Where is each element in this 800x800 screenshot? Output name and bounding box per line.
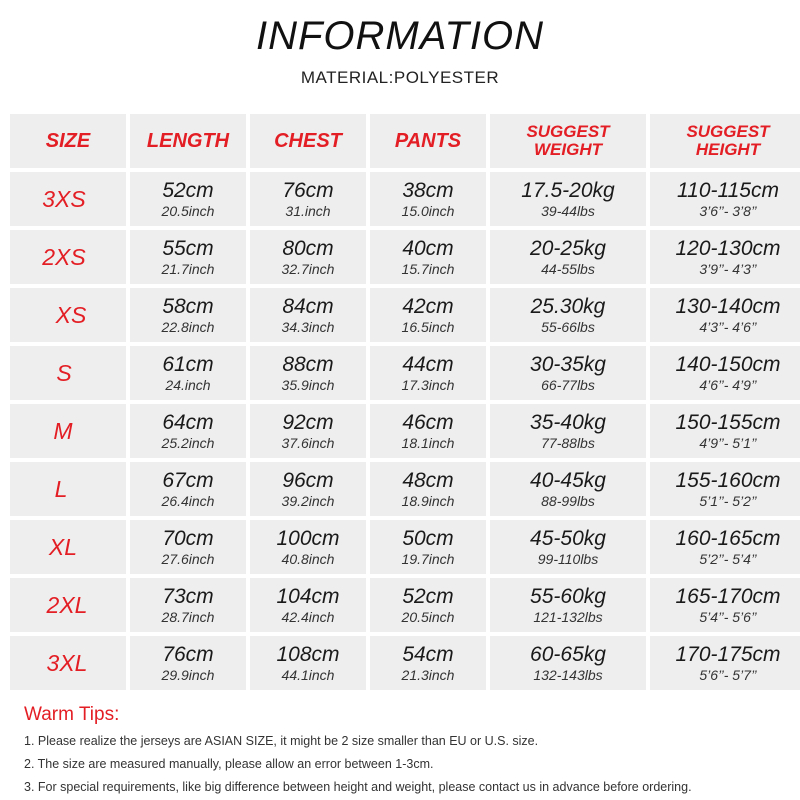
- header-length: [130, 114, 246, 168]
- header-suggest-weight: [490, 114, 646, 168]
- pants-value: 46cm: [402, 411, 454, 434]
- table-cell-length: [130, 636, 246, 690]
- weight-value: 55-60kg: [530, 585, 606, 608]
- table-cell-length: [130, 288, 246, 342]
- pants-value: 52cm: [402, 585, 454, 608]
- table-cell-size: [10, 578, 126, 632]
- table-cell-chest: [250, 288, 366, 342]
- height-sub-value: 3’9’’- 4’3’’: [699, 261, 757, 277]
- length-sub-value: 22.8inch: [161, 319, 215, 335]
- pants-sub-value: 19.7inch: [401, 551, 455, 567]
- weight-value: 30-35kg: [530, 353, 606, 376]
- table-cell-length: [130, 172, 246, 226]
- tip-item: 1. Please realize the jerseys are ASIAN SIZE, it might be 2 size smaller than EU or U.S. size.: [24, 734, 539, 748]
- pants-value: 44cm: [402, 353, 454, 376]
- height-sub-value: 4’6’’- 4’9’’: [699, 377, 757, 393]
- table-cell-pants: [370, 404, 486, 458]
- table-cell-size: [10, 404, 126, 458]
- table-cell-length: [130, 520, 246, 574]
- weight-sub-value: 39-44lbs: [541, 203, 595, 219]
- table-cell-chest: [250, 230, 366, 284]
- table-cell-length: [130, 230, 246, 284]
- header-length-label: LENGTH: [146, 129, 230, 152]
- table-cell-height: [650, 346, 800, 400]
- chest-sub-value: 34.3inch: [281, 319, 335, 335]
- height-value: 150-155cm: [675, 411, 781, 434]
- pants-sub-value: 17.3inch: [401, 377, 455, 393]
- table-cell-height: [650, 520, 800, 574]
- size-label: 3XL: [46, 649, 88, 676]
- chest-sub-value: 44.1inch: [281, 667, 335, 683]
- table-cell-pants: [370, 578, 486, 632]
- tip-item: 2. The size are measured manually, please allow an error between 1-3cm.: [24, 757, 434, 771]
- chest-value: 104cm: [276, 585, 340, 608]
- weight-value: 17.5-20kg: [521, 179, 615, 202]
- length-sub-value: 21.7inch: [161, 261, 215, 277]
- size-chart-table: [10, 114, 790, 690]
- length-sub-value: 29.9inch: [161, 667, 215, 683]
- warm-tips-title: Warm Tips:: [24, 704, 120, 725]
- size-label: XL: [48, 533, 78, 560]
- chest-sub-value: 40.8inch: [281, 551, 335, 567]
- length-value: 67cm: [162, 469, 214, 492]
- length-value: 61cm: [162, 353, 214, 376]
- pants-sub-value: 15.0inch: [401, 203, 455, 219]
- table-cell-height: [650, 404, 800, 458]
- size-label: S: [56, 359, 72, 386]
- weight-sub-value: 55-66lbs: [541, 319, 595, 335]
- pants-sub-value: 16.5inch: [401, 319, 455, 335]
- pants-value: 38cm: [402, 179, 454, 202]
- length-value: 70cm: [162, 527, 214, 550]
- chest-sub-value: 35.9inch: [281, 377, 335, 393]
- pants-value: 42cm: [402, 295, 454, 318]
- length-sub-value: 24.inch: [165, 377, 211, 393]
- height-value: 110-115cm: [677, 179, 779, 202]
- chest-value: 108cm: [276, 643, 340, 666]
- height-sub-value: 5’6’’- 5’7’’: [699, 667, 757, 683]
- pants-sub-value: 21.3inch: [401, 667, 455, 683]
- table-cell-weight: [490, 172, 646, 226]
- table-cell-height: [650, 578, 800, 632]
- table-cell-size: [10, 230, 126, 284]
- material-subtitle: MATERIAL:POLYESTER: [300, 68, 500, 87]
- table-cell-chest: [250, 404, 366, 458]
- weight-sub-value: 44-55lbs: [541, 261, 595, 277]
- weight-sub-value: 132-143lbs: [533, 667, 603, 683]
- height-sub-value: 5’1’’- 5’2’’: [699, 493, 757, 509]
- height-value: 165-170cm: [675, 585, 781, 608]
- chest-sub-value: 37.6inch: [281, 435, 335, 451]
- table-cell-weight: [490, 346, 646, 400]
- table-cell-size: [10, 172, 126, 226]
- table-cell-weight: [490, 288, 646, 342]
- length-value: 52cm: [162, 179, 214, 202]
- table-cell-weight: [490, 462, 646, 516]
- size-label: 3XS: [42, 185, 86, 212]
- weight-sub-value: 66-77lbs: [541, 377, 595, 393]
- chest-value: 84cm: [282, 295, 334, 318]
- length-sub-value: 26.4inch: [161, 493, 215, 509]
- length-sub-value: 27.6inch: [161, 551, 215, 567]
- table-cell-pants: [370, 230, 486, 284]
- table-cell-size: [10, 346, 126, 400]
- table-cell-pants: [370, 346, 486, 400]
- weight-sub-value: 99-110lbs: [537, 551, 599, 567]
- weight-value: 20-25kg: [530, 237, 606, 260]
- table-cell-chest: [250, 346, 366, 400]
- header-suggest-height: [650, 114, 800, 168]
- weight-value: 35-40kg: [530, 411, 606, 434]
- size-label: L: [54, 475, 68, 502]
- table-cell-size: [10, 636, 126, 690]
- table-cell-height: [650, 636, 800, 690]
- table-cell-chest: [250, 578, 366, 632]
- table-cell-weight: [490, 520, 646, 574]
- chest-value: 80cm: [282, 237, 334, 260]
- page-title: INFORMATION: [255, 14, 544, 58]
- header-chest: [250, 114, 366, 168]
- height-sub-value: 3’6’’- 3’8’’: [699, 203, 757, 219]
- table-cell-pants: [370, 288, 486, 342]
- length-value: 73cm: [162, 585, 214, 608]
- table-cell-pants: [370, 520, 486, 574]
- chest-sub-value: 32.7inch: [281, 261, 335, 277]
- size-label: M: [53, 417, 73, 444]
- table-cell-length: [130, 346, 246, 400]
- size-label: 2XL: [46, 591, 88, 618]
- height-value: 130-140cm: [675, 295, 781, 318]
- chest-value: 88cm: [282, 353, 334, 376]
- header-size: [10, 114, 126, 168]
- height-sub-value: 5’4’’- 5’6’’: [699, 609, 757, 625]
- header-pants: [370, 114, 486, 168]
- table-cell-height: [650, 462, 800, 516]
- pants-sub-value: 18.9inch: [401, 493, 455, 509]
- chest-sub-value: 39.2inch: [281, 493, 335, 509]
- table-cell-size: [10, 288, 126, 342]
- length-sub-value: 20.5inch: [161, 203, 215, 219]
- header-pants-label: PANTS: [394, 129, 462, 152]
- pants-sub-value: 20.5inch: [401, 609, 455, 625]
- table-cell-length: [130, 578, 246, 632]
- table-cell-pants: [370, 462, 486, 516]
- chest-sub-value: 42.4inch: [281, 609, 335, 625]
- size-label: XS: [55, 301, 87, 328]
- height-value: 140-150cm: [675, 353, 781, 376]
- table-cell-height: [650, 172, 800, 226]
- table-cell-length: [130, 404, 246, 458]
- pants-sub-value: 15.7inch: [401, 261, 455, 277]
- tip-item: 3. For special requirements, like big difference between height and weight, please contact us in advance before ordering.: [24, 780, 692, 794]
- pants-value: 50cm: [402, 527, 454, 550]
- header-weight-line2: WEIGHT: [534, 140, 602, 159]
- table-cell-length: [130, 462, 246, 516]
- weight-value: 25.30kg: [530, 295, 606, 318]
- size-label: 2XS: [42, 243, 86, 270]
- weight-value: 40-45kg: [530, 469, 606, 492]
- table-cell-weight: [490, 578, 646, 632]
- chest-value: 96cm: [282, 469, 334, 492]
- height-value: 155-160cm: [675, 469, 781, 492]
- pants-value: 40cm: [402, 237, 454, 260]
- weight-value: 45-50kg: [530, 527, 606, 550]
- table-cell-chest: [250, 172, 366, 226]
- header-height-line2: HEIGHT: [695, 140, 761, 159]
- height-sub-value: 4’3’’- 4’6’’: [699, 319, 757, 335]
- table-cell-height: [650, 230, 800, 284]
- pants-sub-value: 18.1inch: [401, 435, 455, 451]
- length-sub-value: 28.7inch: [161, 609, 215, 625]
- header-size-label: SIZE: [45, 129, 91, 152]
- length-value: 64cm: [162, 411, 214, 434]
- table-cell-weight: [490, 404, 646, 458]
- chest-value: 92cm: [282, 411, 334, 434]
- table-cell-chest: [250, 462, 366, 516]
- height-value: 160-165cm: [675, 527, 781, 550]
- header-height-line1: SUGGEST: [686, 122, 770, 141]
- height-value: 170-175cm: [675, 643, 781, 666]
- table-cell-weight: [490, 636, 646, 690]
- table-cell-size: [10, 520, 126, 574]
- header-weight-line1: SUGGEST: [526, 122, 610, 141]
- table-cell-chest: [250, 636, 366, 690]
- chest-value: 76cm: [282, 179, 334, 202]
- header-chest-label: CHEST: [274, 129, 342, 152]
- table-cell-height: [650, 288, 800, 342]
- height-sub-value: 5’2’’- 5’4’’: [699, 551, 757, 567]
- table-cell-pants: [370, 172, 486, 226]
- length-value: 58cm: [162, 295, 214, 318]
- weight-sub-value: 88-99lbs: [541, 493, 595, 509]
- length-value: 55cm: [162, 237, 214, 260]
- height-sub-value: 4’9’’- 5’1’’: [699, 435, 757, 451]
- chest-value: 100cm: [276, 527, 340, 550]
- pants-value: 48cm: [402, 469, 454, 492]
- length-value: 76cm: [162, 643, 214, 666]
- table-cell-pants: [370, 636, 486, 690]
- height-value: 120-130cm: [675, 237, 781, 260]
- weight-value: 60-65kg: [530, 643, 606, 666]
- chest-sub-value: 31.inch: [285, 203, 331, 219]
- table-cell-size: [10, 462, 126, 516]
- weight-sub-value: 121-132lbs: [533, 609, 603, 625]
- weight-sub-value: 77-88lbs: [541, 435, 595, 451]
- table-cell-weight: [490, 230, 646, 284]
- pants-value: 54cm: [402, 643, 454, 666]
- length-sub-value: 25.2inch: [161, 435, 215, 451]
- table-cell-chest: [250, 520, 366, 574]
